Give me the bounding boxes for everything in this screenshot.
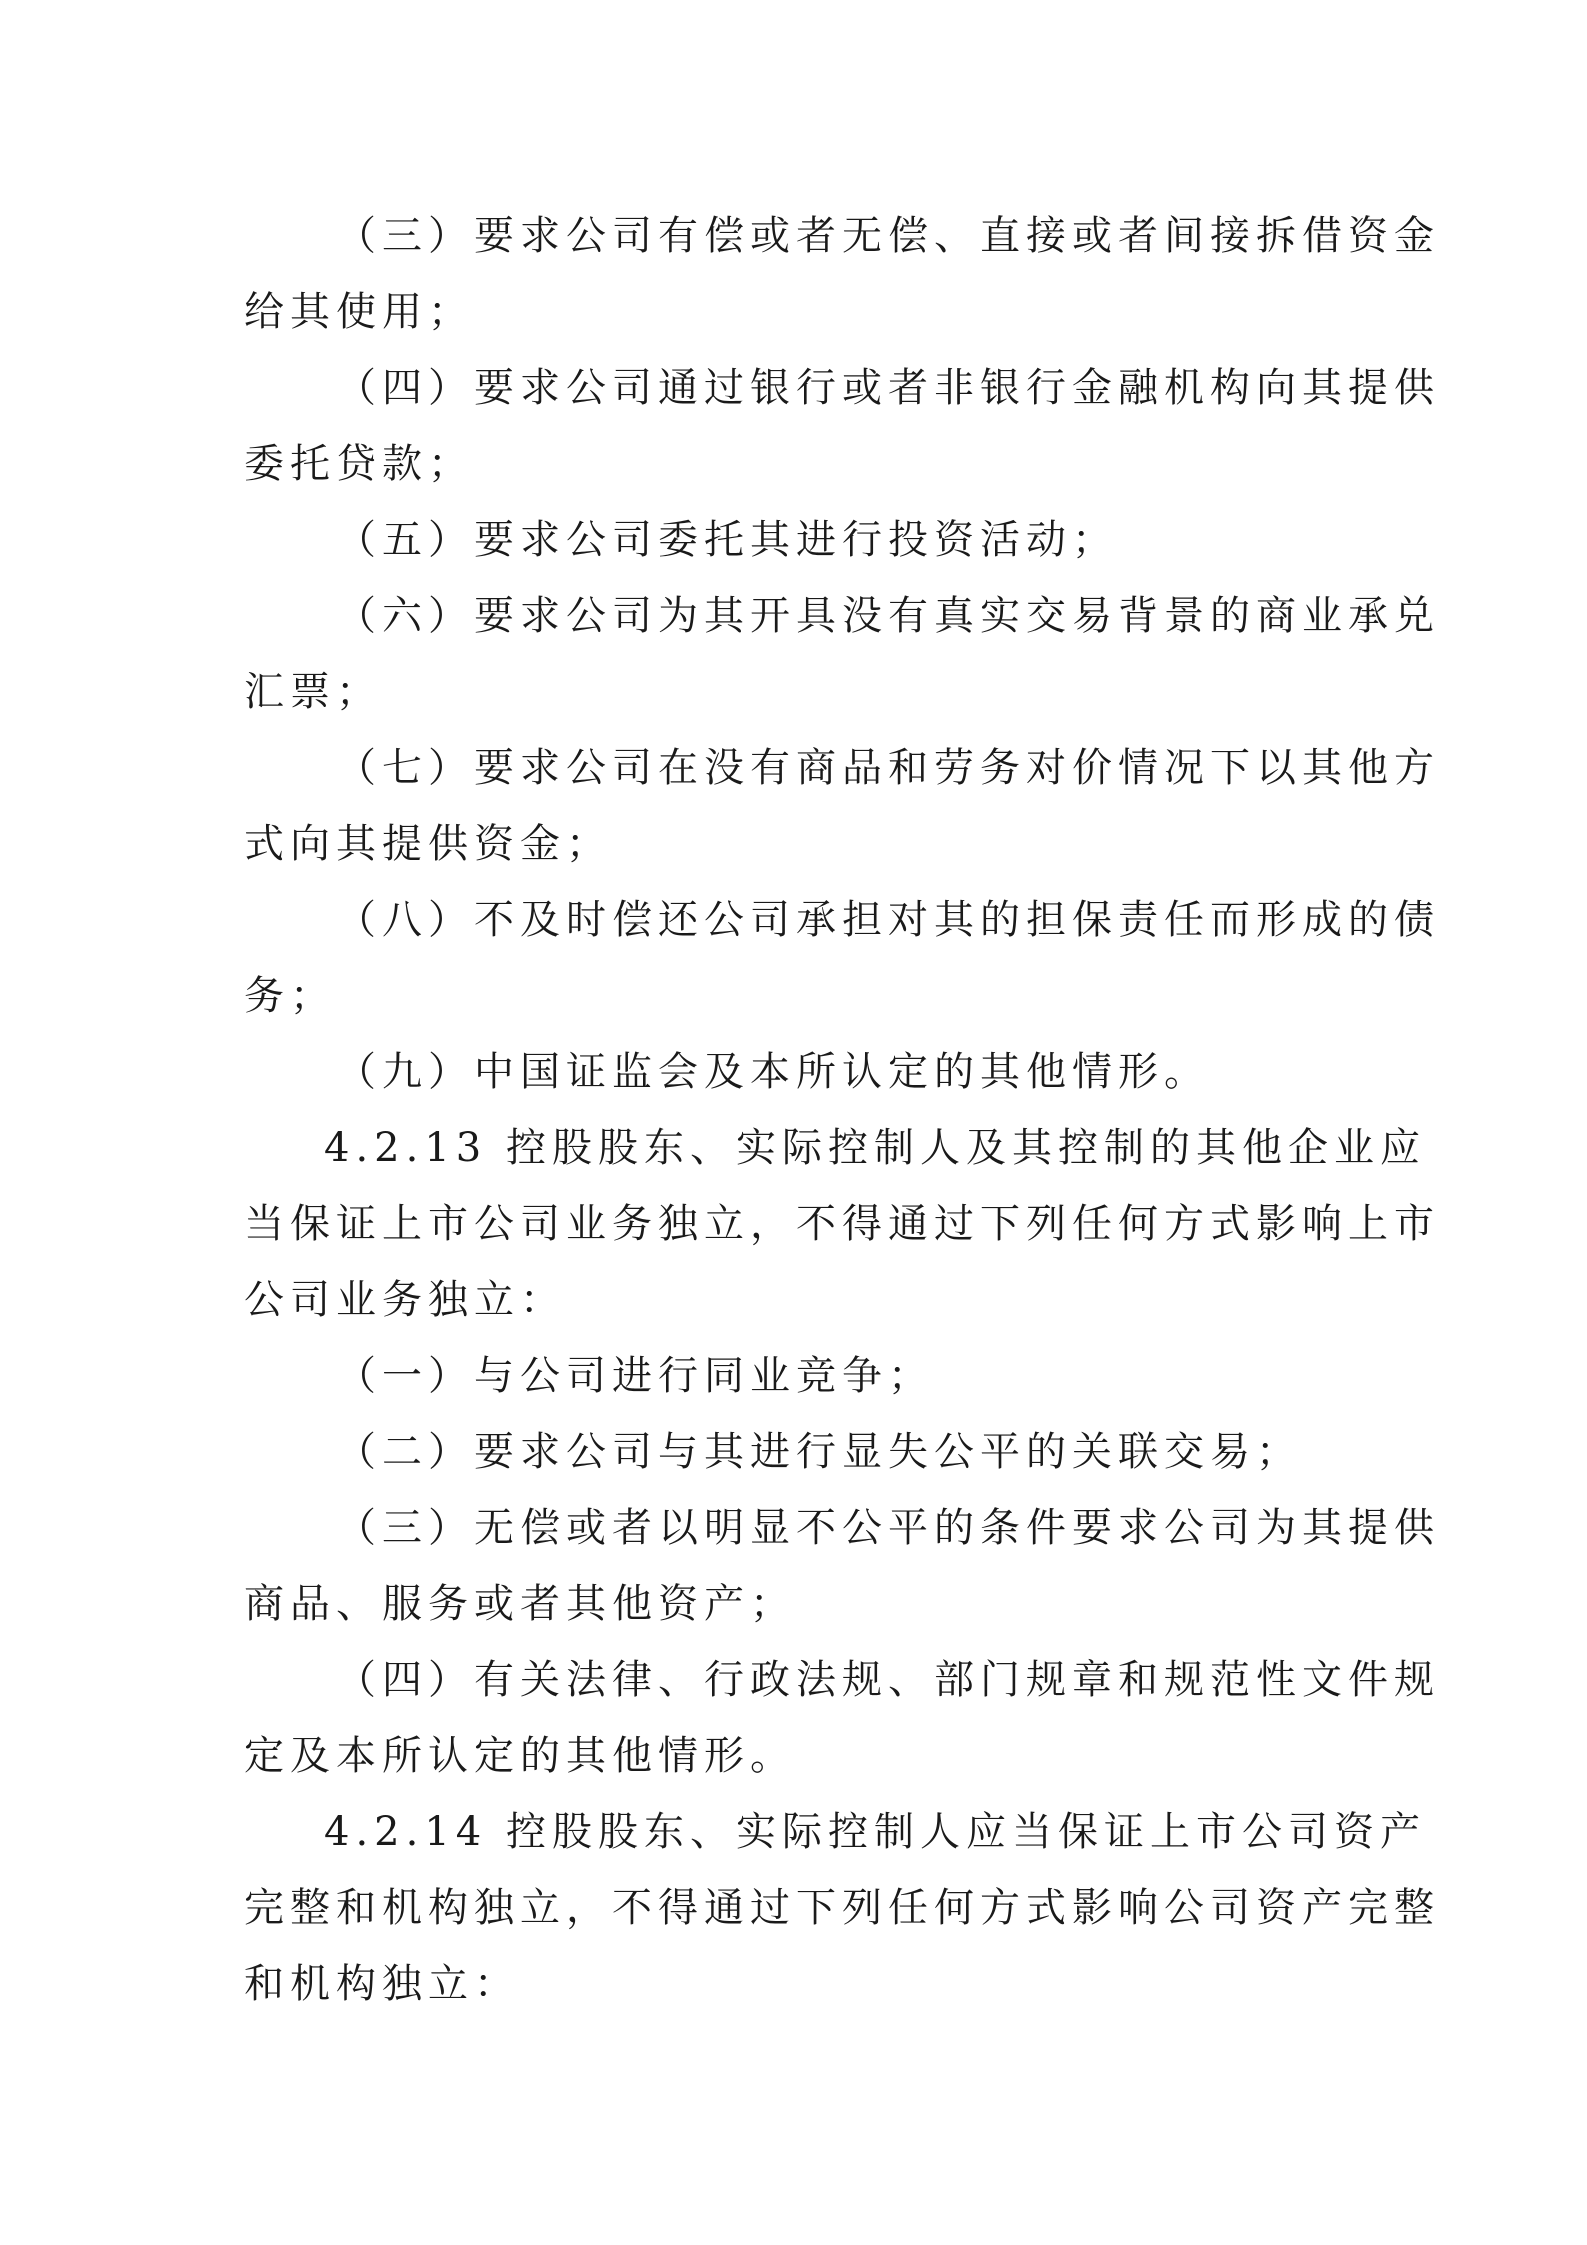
document-page [244,198,1440,2022]
text-line: 当保证上市公司业务独立，不得通过下列任何方式影响上市 [244,1201,1440,1247]
text-line: 商品、服务或者其他资产； [244,1581,796,1627]
paragraph-item-1 [244,1338,1354,1414]
text-line: （七）要求公司在没有商品和劳务对价情况下以其他方 [336,745,1440,791]
text-line: 式向其提供资金； [244,821,612,867]
paragraph-item-9 [244,1034,1354,1110]
text-line: （九）中国证监会及本所认定的其他情形。 [336,1049,1210,1095]
paragraph-item-6 [244,578,1440,730]
text-line: （三）无偿或者以明显不公平的条件要求公司为其提供 [336,1505,1440,1551]
text-line: 和机构独立： [244,1961,520,2007]
text-line: 务； [244,973,336,1019]
text-line: （八）不及时偿还公司承担对其的担保责任而形成的债 [336,897,1440,943]
text-line: 完整和机构独立，不得通过下列任何方式影响公司资产完整 [244,1885,1440,1931]
text-line: 公司业务独立： [244,1277,566,1323]
text-line: （四）有关法律、行政法规、部门规章和规范性文件规 [336,1657,1440,1703]
paragraph-item-2 [244,1414,1354,1490]
text-line: （六）要求公司为其开具没有真实交易背景的商业承兑 [336,593,1440,639]
text-line: 给其使用； [244,289,474,335]
paragraph-item-3b [244,1490,1440,1642]
text-line: （三）要求公司有偿或者无偿、直接或者间接拆借资金 [336,213,1440,259]
paragraph-item-7 [244,730,1440,882]
paragraph-item-4 [244,350,1440,502]
article-4-2-14 [244,1794,1440,2022]
paragraph-item-3 [244,198,1440,350]
text-line: （二）要求公司与其进行显失公平的关联交易； [336,1429,1302,1475]
text-line: （五）要求公司委托其进行投资活动； [336,517,1118,563]
paragraph-item-8 [244,882,1440,1034]
paragraph-item-4b [244,1642,1440,1794]
text-line: 委托贷款； [244,441,474,487]
text-line: 汇票； [244,669,382,715]
paragraph-item-5 [244,502,1354,578]
text-line: 4.2.13 控股股东、实际控制人及其控制的其他企业应 [324,1125,1426,1171]
article-4-2-13 [244,1110,1440,1338]
text-line: （四）要求公司通过银行或者非银行金融机构向其提供 [336,365,1440,411]
text-line: 4.2.14 控股股东、实际控制人应当保证上市公司资产 [324,1809,1426,1855]
text-line: 定及本所认定的其他情形。 [244,1733,796,1779]
text-line: （一）与公司进行同业竞争； [336,1353,934,1399]
